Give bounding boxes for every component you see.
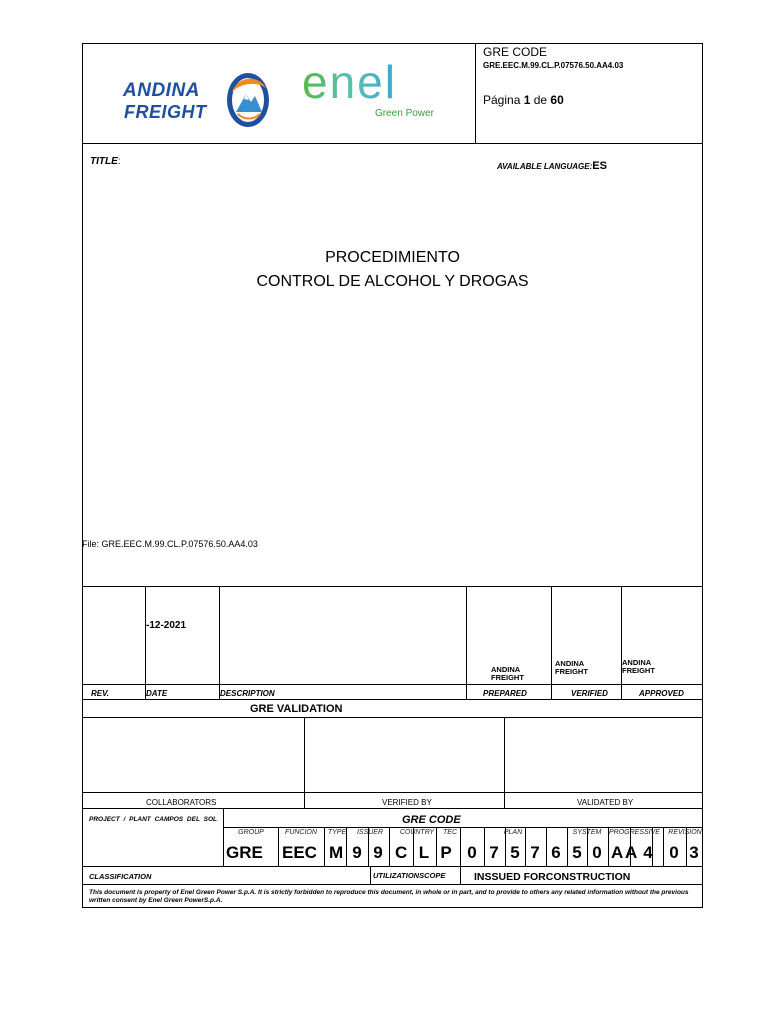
- code-cell-divider: [546, 827, 547, 866]
- collaborators-label: COLLABORATORS: [146, 798, 217, 807]
- header-prepared: PREPARED: [483, 689, 527, 698]
- prepared-line1: ANDINA: [491, 665, 521, 674]
- code-cell-divider: [587, 827, 588, 866]
- code-char: 4: [643, 843, 653, 862]
- page-of: de: [530, 93, 551, 107]
- code-cell-divider: [663, 827, 664, 866]
- code-cell-divider: [324, 827, 325, 866]
- approved-by: [622, 659, 655, 675]
- andina-freight-logo: [118, 68, 273, 130]
- code-char: 7: [530, 843, 540, 862]
- code-field-label: TEC: [443, 829, 457, 836]
- document-title: [82, 246, 703, 294]
- code-cell-divider: [413, 827, 414, 866]
- code-char: 0: [592, 843, 602, 862]
- document-title-line2: CONTROL DE ALCOHOL Y DROGAS: [256, 273, 529, 290]
- page-total: 60: [550, 93, 564, 107]
- gre-code-label: GRE CODE: [483, 45, 548, 59]
- verified-line2: FREIGHT: [555, 667, 588, 676]
- rev-date: -12-2021: [146, 620, 187, 631]
- code-char: 5: [572, 843, 582, 862]
- available-language: [497, 156, 607, 174]
- page-current: 1: [523, 93, 531, 107]
- classification-label: CLASSIFICATION: [89, 872, 152, 881]
- approved-line1: ANDINA: [622, 658, 652, 667]
- code-cell-divider: [389, 827, 390, 866]
- language-value: ES: [592, 160, 607, 172]
- page-prefix: Página: [483, 93, 524, 107]
- code-cell-divider: [436, 827, 437, 866]
- header-date: DATE: [146, 689, 168, 698]
- code-char: A: [611, 843, 624, 862]
- code-char: 7: [489, 843, 499, 862]
- enel-logo-mark: [300, 62, 460, 106]
- code-cell-divider: [505, 827, 506, 866]
- validated-by-label: VALIDATED BY: [577, 798, 634, 807]
- verified-by-label: VERIFIED BY: [382, 798, 432, 807]
- approved-line2: FREIGHT: [622, 666, 655, 675]
- title-label-text: TITLE: [90, 156, 118, 167]
- document-frame: [82, 43, 703, 908]
- andina-logo-line2: FREIGHT: [124, 102, 207, 122]
- prepared-line2: FREIGHT: [491, 673, 524, 682]
- mountain-sun-icon: [224, 70, 270, 128]
- header-approved: APPROVED: [639, 689, 684, 698]
- code-field-label: GROUP: [238, 829, 264, 836]
- code-field-label: PROGRESSIVE: [609, 829, 660, 836]
- code-char: 5: [510, 843, 520, 862]
- code-field-label: COUNTRY: [399, 829, 435, 836]
- code-field-label: REVISION: [668, 829, 702, 836]
- prepared-by: [491, 666, 524, 682]
- header-bottom-rule: [82, 143, 703, 144]
- header-description: DESCRIPTION: [220, 689, 275, 698]
- project-plant-label: PROJECT / PLANT CAMPOS DEL SOL: [89, 816, 217, 823]
- code-char: A: [625, 843, 638, 862]
- code-char: M: [329, 843, 344, 862]
- gre-code-value: GRE.EEC.M.99.CL.P.07576.50.AA4.03: [483, 61, 624, 70]
- code-cell-divider: [484, 827, 485, 866]
- header-verified: VERIFIED: [571, 689, 608, 698]
- header-rev: REV.: [91, 689, 109, 698]
- code-cell-divider: [567, 827, 568, 866]
- header-divider: [475, 43, 476, 144]
- file-reference: File: GRE.EEC.M.99.CL.P.07576.50.AA4.03: [82, 539, 258, 549]
- code-cell-divider: [525, 827, 526, 866]
- code-cell-divider: [278, 827, 279, 866]
- utilization-scope-label: UTILIZATIONSCOPE: [373, 871, 446, 880]
- gre-validation-title: GRE VALIDATION: [250, 703, 343, 715]
- disclaimer-text: This document is property of Enel Green Power S.p.A. It is strictly forbidden to reproduce this document, in whole or in part, and to provide to others any related information without the previous written consent by Enel Green PowerS.p.A.: [89, 889, 689, 904]
- code-cell-divider: [346, 827, 347, 866]
- code-char: 0: [467, 843, 477, 862]
- code-char: 9: [373, 843, 383, 862]
- code-field-label: SYSTEM: [572, 829, 602, 836]
- andina-logo-line1: ANDINA: [123, 80, 200, 101]
- status-value: INSSUED FORCONSTRUCTION: [474, 871, 631, 883]
- code-char: 6: [551, 843, 561, 862]
- gre-code-title: GRE CODE: [402, 814, 461, 826]
- code-field-label: ISSUER: [356, 829, 384, 836]
- enel-green-power-logo: [300, 60, 460, 125]
- code-char: 0: [669, 843, 679, 862]
- language-label: AVAILABLE LANGUAGE:: [497, 162, 593, 171]
- code-char: C: [395, 843, 408, 862]
- verified-by-rev: [555, 660, 588, 676]
- code-cell-divider: [686, 827, 687, 866]
- verified-line1: ANDINA: [555, 659, 585, 668]
- code-cell-divider: [460, 827, 461, 866]
- code-cell-divider: [608, 827, 609, 866]
- code-char: 9: [352, 843, 362, 862]
- document-title-line1: PROCEDIMIENTO: [325, 249, 460, 266]
- code-char: 3: [689, 843, 699, 862]
- code-group-value: GRE: [226, 843, 263, 862]
- code-char: L: [418, 843, 430, 862]
- code-cell-divider: [368, 827, 369, 866]
- code-funcion-value: EEC: [282, 843, 317, 862]
- page-number: [483, 93, 564, 107]
- code-field-label: FUNCION: [285, 829, 317, 836]
- code-char: P: [440, 843, 452, 862]
- enel-logo-text: enel: [302, 62, 397, 106]
- rev-table-top: [82, 586, 703, 587]
- code-field-label: TYPE: [327, 829, 347, 836]
- enel-logo-subtitle: Green Power: [375, 108, 434, 119]
- title-label: [90, 156, 121, 167]
- title-colon: :: [117, 156, 121, 167]
- code-field-label: PLAN: [503, 829, 523, 836]
